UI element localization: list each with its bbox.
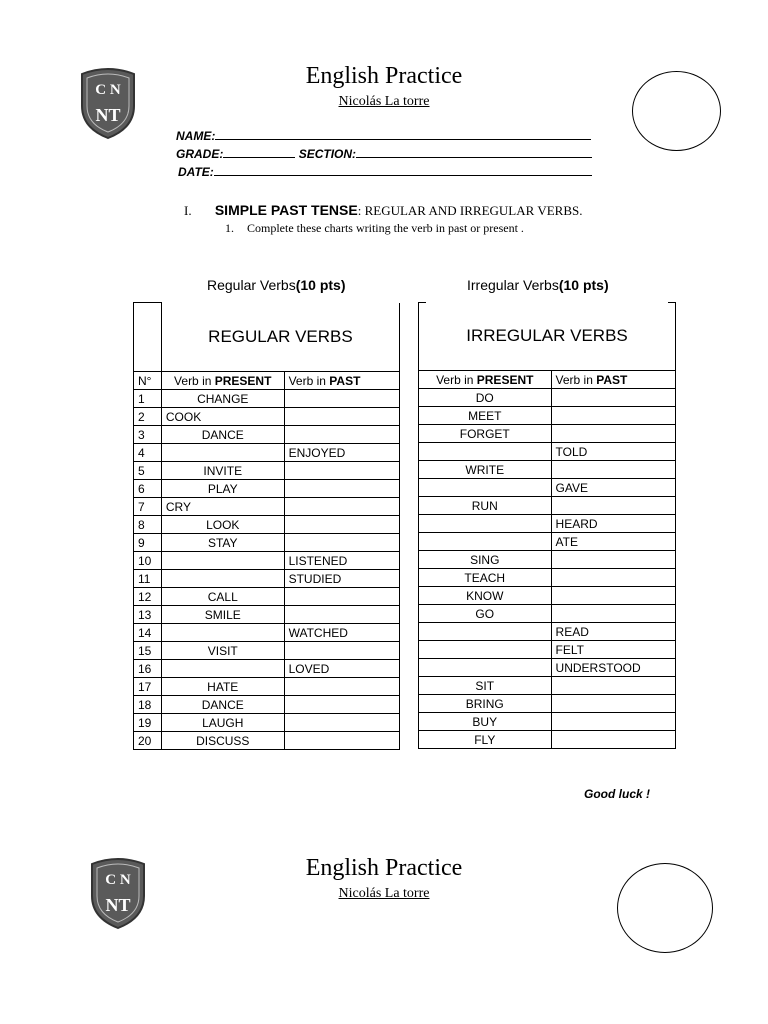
row-number: 9: [134, 534, 162, 552]
grade-line[interactable]: [223, 147, 295, 158]
table-row: [134, 408, 400, 426]
table-row: [419, 551, 676, 569]
past-cell[interactable]: [551, 695, 675, 713]
present-cell[interactable]: SMILE: [161, 606, 284, 624]
logo-text-bottom: NT: [105, 895, 131, 915]
present-cell[interactable]: [161, 552, 284, 570]
school-crest-logo-bottom: [86, 856, 150, 930]
column-header-number: N°: [134, 372, 162, 390]
past-cell[interactable]: [284, 642, 399, 660]
row-number: 14: [134, 624, 162, 642]
table-row: [134, 606, 400, 624]
column-header-past: Verb in PAST: [551, 371, 675, 389]
row-number: 12: [134, 588, 162, 606]
present-cell[interactable]: VISIT: [161, 642, 284, 660]
table-row: [419, 515, 676, 533]
table-row: [134, 696, 400, 714]
present-cell[interactable]: PLAY: [161, 480, 284, 498]
table-row: [134, 642, 400, 660]
author-name: Nicolás La torre: [338, 94, 430, 109]
past-cell[interactable]: ENJOYED: [284, 444, 399, 462]
past-cell[interactable]: [551, 677, 675, 695]
regular-verbs-heading: REGULAR VERBS: [161, 303, 399, 372]
date-label: DATE:: [178, 165, 214, 179]
past-cell[interactable]: TOLD: [551, 443, 675, 461]
table-row: [419, 731, 676, 749]
past-cell[interactable]: LISTENED: [284, 552, 399, 570]
past-cell[interactable]: STUDIED: [284, 570, 399, 588]
table-row: [419, 569, 676, 587]
present-cell[interactable]: TEACH: [419, 569, 552, 587]
present-cell[interactable]: [161, 570, 284, 588]
past-cell[interactable]: [551, 731, 675, 749]
instruction-number: 1.: [225, 221, 234, 235]
present-cell[interactable]: [419, 479, 552, 497]
past-cell[interactable]: [284, 588, 399, 606]
table-row: [419, 479, 676, 497]
present-cell[interactable]: DO: [419, 389, 552, 407]
past-cell[interactable]: UNDERSTOOD: [551, 659, 675, 677]
regular-caption: Regular Verbs(10 pts): [207, 277, 346, 293]
present-cell[interactable]: KNOW: [419, 587, 552, 605]
past-cell[interactable]: [551, 425, 675, 443]
past-cell[interactable]: [284, 426, 399, 444]
table-row: [134, 390, 400, 408]
grade-circle: [632, 71, 721, 151]
name-line[interactable]: [215, 129, 591, 140]
past-cell[interactable]: [551, 569, 675, 587]
logo-text-top: C N: [95, 82, 121, 98]
section-numeral: I.: [184, 203, 192, 218]
present-cell[interactable]: [419, 515, 552, 533]
date-field[interactable]: [178, 165, 592, 179]
table-row: [134, 732, 400, 750]
name-field[interactable]: [176, 129, 591, 143]
past-cell[interactable]: [551, 461, 675, 479]
name-label: NAME:: [176, 129, 216, 143]
table-row: [134, 624, 400, 642]
past-cell[interactable]: [284, 498, 399, 516]
table-row: [419, 623, 676, 641]
page-title: English Practice: [305, 63, 463, 89]
present-cell[interactable]: [419, 623, 552, 641]
row-number: 16: [134, 660, 162, 678]
table-row: [419, 407, 676, 425]
past-cell[interactable]: GAVE: [551, 479, 675, 497]
past-cell[interactable]: [551, 389, 675, 407]
row-number: 13: [134, 606, 162, 624]
past-cell[interactable]: [284, 606, 399, 624]
past-cell[interactable]: [284, 462, 399, 480]
present-cell[interactable]: [161, 660, 284, 678]
present-cell[interactable]: BUY: [419, 713, 552, 731]
present-cell[interactable]: RUN: [419, 497, 552, 515]
past-cell[interactable]: [284, 696, 399, 714]
table-row: [419, 389, 676, 407]
table-row: [419, 443, 676, 461]
table-row: [134, 570, 400, 588]
row-number: 17: [134, 678, 162, 696]
present-cell[interactable]: FLY: [419, 731, 552, 749]
irregular-verbs-table: [418, 302, 676, 749]
section-bold-title: SIMPLE PAST TENSE: [214, 202, 358, 218]
regular-verbs-table: [133, 302, 400, 750]
table-row: [419, 677, 676, 695]
row-number: 4: [134, 444, 162, 462]
table-row: [419, 587, 676, 605]
section-label: SECTION:: [298, 147, 357, 161]
past-cell[interactable]: [551, 713, 675, 731]
row-number: 11: [134, 570, 162, 588]
page-title-bottom: English Practice: [305, 855, 463, 881]
logo-text-bottom: NT: [95, 105, 121, 125]
good-luck-text: Good luck !: [584, 787, 650, 801]
school-crest-logo: [76, 66, 140, 140]
present-cell[interactable]: CALL: [161, 588, 284, 606]
past-cell[interactable]: ATE: [551, 533, 675, 551]
past-cell[interactable]: [284, 678, 399, 696]
present-cell[interactable]: STAY: [161, 534, 284, 552]
row-number: 6: [134, 480, 162, 498]
table-row: [134, 552, 400, 570]
row-number: 7: [134, 498, 162, 516]
row-number: 5: [134, 462, 162, 480]
past-cell[interactable]: [284, 390, 399, 408]
table-row: [134, 516, 400, 534]
present-cell[interactable]: [161, 624, 284, 642]
present-cell[interactable]: [419, 533, 552, 551]
past-cell[interactable]: [551, 407, 675, 425]
past-cell[interactable]: [284, 408, 399, 426]
past-cell[interactable]: [284, 732, 399, 750]
section-title-rest: : REGULAR AND IRREGULAR VERBS.: [357, 203, 583, 218]
present-cell[interactable]: INVITE: [161, 462, 284, 480]
present-cell[interactable]: LOOK: [161, 516, 284, 534]
grade-label: GRADE:: [176, 147, 224, 161]
present-cell[interactable]: DANCE: [161, 696, 284, 714]
present-cell[interactable]: DANCE: [161, 426, 284, 444]
table-row: [134, 426, 400, 444]
table-row: [134, 678, 400, 696]
present-cell[interactable]: COOK: [161, 408, 284, 426]
table-row: [419, 695, 676, 713]
instruction: [225, 221, 524, 236]
present-cell[interactable]: BRING: [419, 695, 552, 713]
present-cell[interactable]: GO: [419, 605, 552, 623]
row-number: 20: [134, 732, 162, 750]
past-cell[interactable]: FELT: [551, 641, 675, 659]
table-row: [134, 498, 400, 516]
table-row: [134, 588, 400, 606]
date-line[interactable]: [214, 165, 592, 176]
present-cell[interactable]: HATE: [161, 678, 284, 696]
column-header-present: Verb in PRESENT: [161, 372, 284, 390]
past-cell[interactable]: WATCHED: [284, 624, 399, 642]
present-cell[interactable]: [161, 444, 284, 462]
instruction-text: Complete these charts writing the verb in past or present .: [247, 221, 524, 235]
table-row: [134, 444, 400, 462]
past-cell[interactable]: [284, 480, 399, 498]
table-row: [419, 605, 676, 623]
present-cell[interactable]: [419, 641, 552, 659]
grade-circle-bottom: [617, 863, 713, 953]
row-number: 10: [134, 552, 162, 570]
grade-section-field[interactable]: [176, 147, 592, 161]
irregular-verbs-heading: IRREGULAR VERBS: [419, 302, 676, 371]
present-cell[interactable]: [419, 659, 552, 677]
present-cell[interactable]: CRY: [161, 498, 284, 516]
past-cell[interactable]: HEARD: [551, 515, 675, 533]
present-cell[interactable]: SIT: [419, 677, 552, 695]
past-cell[interactable]: [284, 534, 399, 552]
present-cell[interactable]: CHANGE: [161, 390, 284, 408]
past-cell[interactable]: [551, 587, 675, 605]
present-cell[interactable]: [419, 443, 552, 461]
row-number: 1: [134, 390, 162, 408]
irregular-caption: Irregular Verbs(10 pts): [467, 277, 609, 293]
past-cell[interactable]: [551, 605, 675, 623]
present-cell[interactable]: LAUGH: [161, 714, 284, 732]
row-number: 15: [134, 642, 162, 660]
column-header-present: Verb in PRESENT: [419, 371, 552, 389]
section-heading: [184, 202, 582, 219]
author-name-bottom: Nicolás La torre: [338, 886, 430, 901]
present-cell[interactable]: FORGET: [419, 425, 552, 443]
past-cell[interactable]: [551, 551, 675, 569]
past-cell[interactable]: [284, 516, 399, 534]
table-row: [134, 660, 400, 678]
past-cell[interactable]: [284, 714, 399, 732]
table-row: [419, 713, 676, 731]
row-number: 8: [134, 516, 162, 534]
present-cell[interactable]: WRITE: [419, 461, 552, 479]
row-number: 18: [134, 696, 162, 714]
present-cell[interactable]: MEET: [419, 407, 552, 425]
table-row: [134, 534, 400, 552]
past-cell[interactable]: LOVED: [284, 660, 399, 678]
row-number: 19: [134, 714, 162, 732]
past-cell[interactable]: READ: [551, 623, 675, 641]
table-row: [419, 641, 676, 659]
table-row: [134, 462, 400, 480]
table-row: [134, 714, 400, 732]
table-row: [419, 533, 676, 551]
present-cell[interactable]: SING: [419, 551, 552, 569]
present-cell[interactable]: DISCUSS: [161, 732, 284, 750]
regular-heading-spacer: [134, 303, 162, 372]
row-number: 2: [134, 408, 162, 426]
row-number: 3: [134, 426, 162, 444]
section-line[interactable]: [356, 147, 592, 158]
past-cell[interactable]: [551, 497, 675, 515]
table-row: [419, 461, 676, 479]
column-header-past: Verb in PAST: [284, 372, 399, 390]
table-row: [419, 425, 676, 443]
logo-text-top: C N: [105, 872, 131, 888]
table-row: [134, 480, 400, 498]
table-row: [419, 497, 676, 515]
table-row: [419, 659, 676, 677]
